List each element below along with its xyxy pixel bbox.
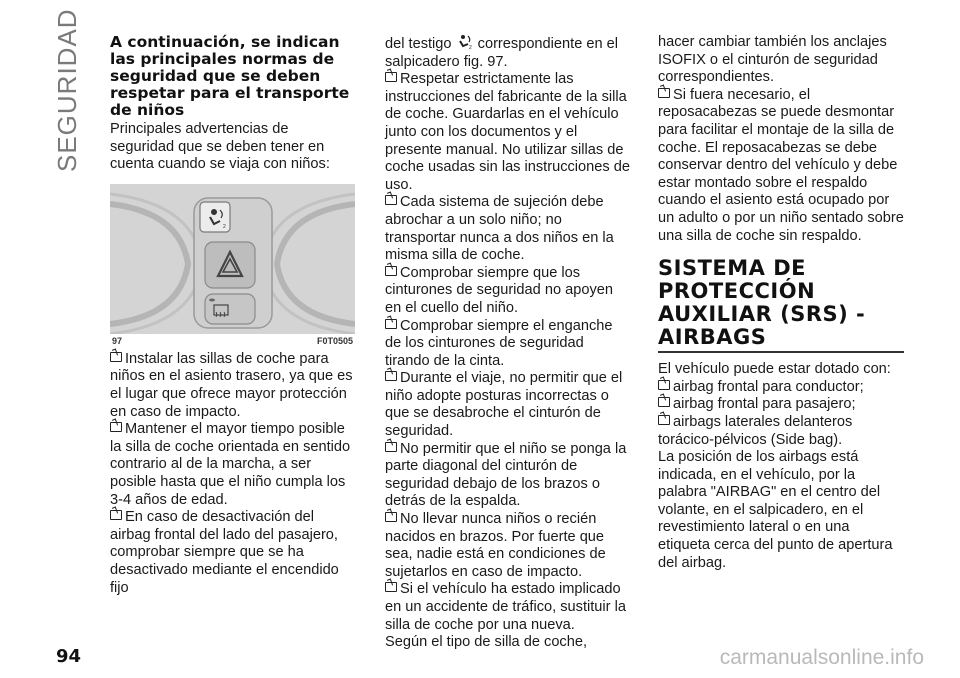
figure-number: 97 — [112, 335, 123, 346]
list-item-text: En caso de desactivación del airbag frontal del lado del pasajero, comprobar siempre que se ha desactivado mediante el encendido fijo — [110, 509, 339, 596]
passenger-airbag-off-icon — [456, 34, 474, 50]
checkbox-icon — [385, 266, 397, 276]
section-side-title — [52, 8, 82, 172]
figure-code: F0T0505 — [316, 335, 353, 346]
checkbox-icon — [385, 442, 397, 452]
checkbox-icon — [385, 319, 397, 329]
side-title-text: SEGURIDAD — [52, 8, 82, 172]
list-item — [110, 351, 355, 421]
list-item-text: airbags laterales delanteros torácico-pélvicos (Side bag). — [658, 413, 853, 448]
list-item-text: No permitir que el niño se ponga la parte diagonal del cinturón de seguridad debajo de los brazos o detrás de la espalda. — [385, 440, 627, 510]
watermark: carmanualsonline.info — [719, 646, 924, 669]
list-item-text: Comprobar siempre que los cinturones de seguridad no apoyen en el cuello del niño. — [385, 264, 613, 316]
list-item — [385, 511, 631, 581]
checkbox-icon — [385, 195, 397, 205]
list-item-text: Si el vehículo ha estado implicado en un accidente de tráfico, sustituir la silla de coche por una nueva. — [385, 581, 626, 633]
checkbox-icon — [385, 72, 397, 82]
srs-intro: El vehículo puede estar dotado con: — [658, 361, 891, 378]
list-item — [385, 318, 631, 371]
list-item-text: Comprobar siempre el enganche de los cinturones de seguridad tirando de la cinta. — [385, 317, 613, 369]
srs-closing: La posición de los airbags está indicada, en el vehículo, por la palabra "AIRBAG" en el centro del volante, en el salpicadero, en el revestimiento lateral o en una etiqueta cerca del punto de apertura del airbag. — [658, 449, 893, 571]
list-item-text: Cada sistema de sujeción debe abrochar a un solo niño; no transportar nunca a dos niños en la misma silla de coche. — [385, 194, 614, 264]
svg-text:2: 2 — [223, 223, 226, 230]
list-item-text: Durante el viaje, no permitir que el niño adopte posturas incorrectas o que se desabroche el cinturón de seguridad. — [385, 370, 623, 440]
continuation-text: hacer cambiar también los anclajes ISOFIX o el cinturón de seguridad correspondientes. — [658, 34, 887, 86]
checkbox-icon — [658, 415, 670, 425]
checkbox-icon — [110, 352, 122, 362]
checkbox-icon — [110, 510, 122, 520]
list-item-text: No llevar nunca niños o recién nacidos en brazos. Por fuerte que sea, nadie está en condiciones de sujetarlos en caso de impacto. — [385, 511, 606, 580]
column-1 — [110, 34, 355, 597]
column-3 — [658, 34, 904, 572]
list-item — [385, 71, 631, 194]
checkbox-icon — [385, 371, 397, 381]
svg-text:2: 2 — [468, 45, 472, 50]
lead-text-before: del testigo — [385, 36, 452, 52]
list-item-text: Respetar estrictamente las instrucciones del fabricante de la silla de coche. Guardarlas en el vehículo junto con los documentos y el presente manual. No utilizar sillas de coche usadas sin las instrucciones de uso. — [385, 71, 630, 193]
list-item-text: airbag frontal para conductor; — [673, 378, 864, 395]
figure-caption — [110, 334, 355, 347]
list-item — [385, 441, 631, 511]
list-item-text: Instalar las sillas de coche para niños en el asiento trasero, ya que es el lugar que ofrece mayor protección en caso de impacto. — [110, 350, 353, 420]
checkbox-icon — [658, 88, 670, 98]
figure-97 — [110, 184, 355, 347]
list-item — [658, 87, 904, 245]
list-item — [110, 421, 355, 509]
list-item — [658, 414, 904, 449]
checkbox-icon — [385, 512, 397, 522]
list-item — [385, 581, 631, 634]
child-safety-heading: A continuación, se indican las principales normas de seguridad que se deben respetar para el transporte de niños — [110, 33, 350, 119]
list-item — [385, 194, 631, 264]
checkbox-icon — [658, 397, 670, 407]
lead-text-after: correspondiente en el salpicadero fig. 97. — [385, 36, 619, 70]
checkbox-icon — [385, 582, 397, 592]
list-item — [385, 370, 631, 440]
list-item-text: Si fuera necesario, el reposacabezas se puede desmontar para facilitar el montaje de la silla de coche. El reposacabezas se debe conservar dentro del vehículo y debe estar montado sobre el respaldo cuando el asiento está ocupado por un adulto o por un niño sentado sobre una silla de coche sin respaldo. — [658, 86, 904, 244]
dashboard-photo — [110, 184, 355, 334]
list-item — [658, 396, 904, 414]
continuation-text — [385, 34, 631, 71]
section-divider — [658, 351, 904, 353]
list-item — [385, 265, 631, 318]
checkbox-icon — [110, 422, 122, 432]
child-safety-intro: Principales advertencias de seguridad que se deben tener en cuenta cuando se viaja con niños: — [110, 121, 330, 173]
list-item-text: Mantener el mayor tiempo posible la silla de coche orientada en sentido contrario al de la marcha, a ser posible hasta que el niño cumpla los 3-4 años de edad. — [110, 421, 351, 508]
tail-text: Según el tipo de silla de coche, — [385, 634, 588, 651]
list-item — [658, 379, 904, 397]
srs-section-title: SISTEMA DE PROTECCIÓN AUXILIAR (SRS) - AIRBAGS — [658, 256, 866, 350]
page-number: 94 — [56, 646, 82, 667]
dashboard-illustration — [110, 184, 355, 334]
column-2 — [385, 34, 631, 652]
list-item — [110, 509, 355, 597]
checkbox-icon — [658, 380, 670, 390]
list-item-text: airbag frontal para pasajero; — [673, 396, 856, 413]
